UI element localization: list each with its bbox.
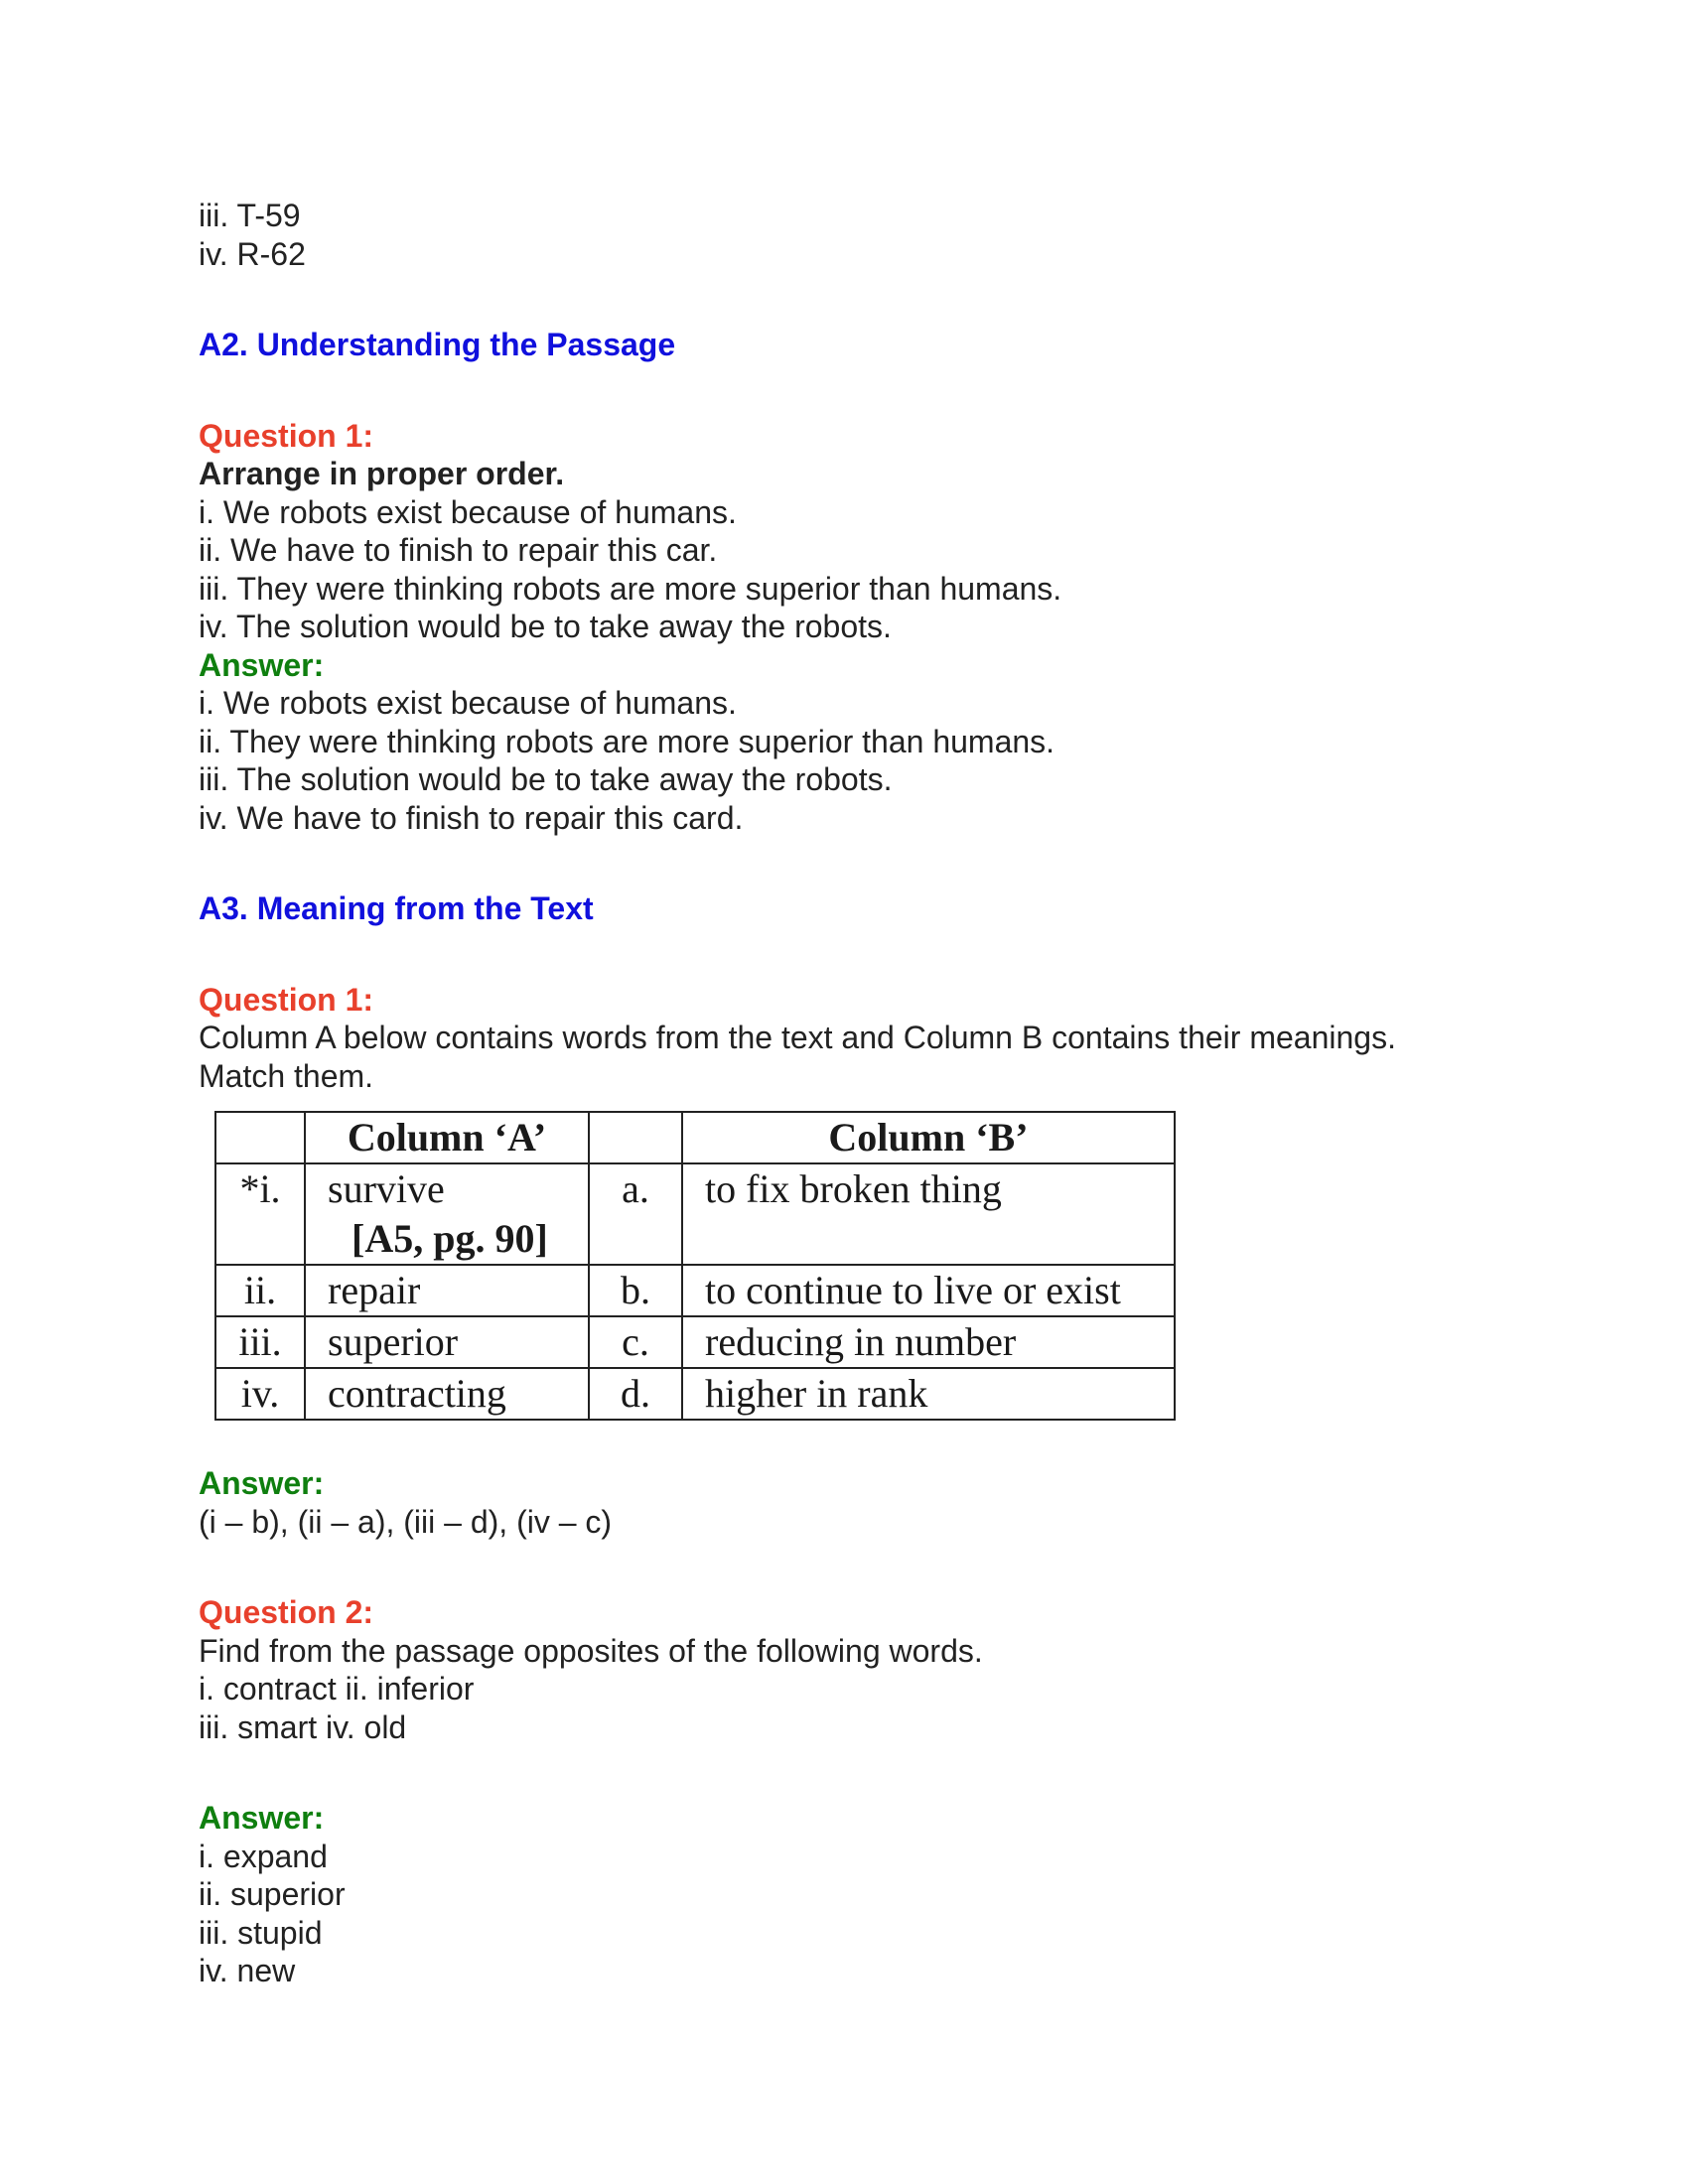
answer-label: Answer: xyxy=(199,646,325,683)
section-title-a3: A3. Meaning from the Text xyxy=(199,890,594,926)
table-row xyxy=(215,1265,1175,1316)
word: survive xyxy=(328,1166,445,1211)
question-text: Column A below contains words from the text and Column B contains their meanings. xyxy=(199,1020,1396,1055)
match-table xyxy=(214,1111,1176,1421)
question-label: Question 1: xyxy=(199,417,374,454)
list-item: ii. We have to finish to repair this car. xyxy=(199,532,718,568)
header-empty-cell xyxy=(589,1112,682,1163)
header-empty-cell xyxy=(215,1112,305,1163)
row-number: iv. xyxy=(215,1368,305,1420)
answer-item: ii. superior xyxy=(199,1876,346,1912)
list-item: iii. They were thinking robots are more superior than humans. xyxy=(199,570,1062,607)
answer-label: Answer: xyxy=(199,1800,325,1836)
column-a-cell: superior xyxy=(305,1316,589,1368)
section-title-a2: A2. Understanding the Passage xyxy=(199,327,676,362)
row-letter: d. xyxy=(589,1368,682,1420)
column-b-cell: higher in rank xyxy=(682,1368,1175,1420)
question-label: Question 1: xyxy=(199,981,374,1018)
column-b-cell: reducing in number xyxy=(682,1316,1175,1368)
row-number: ii. xyxy=(215,1265,305,1316)
document-page xyxy=(199,197,1489,1990)
answer-item: i. We robots exist because of humans. xyxy=(199,685,737,721)
question-text: Match them. xyxy=(199,1057,374,1094)
question-text: i. contract ii. inferior xyxy=(199,1671,475,1706)
column-b-cell: to fix broken thing xyxy=(682,1163,1175,1265)
column-b-cell: to continue to live or exist xyxy=(682,1265,1175,1316)
question-label: Question 2: xyxy=(199,1594,374,1630)
answer-item: i. expand xyxy=(199,1838,328,1874)
row-number: *i. xyxy=(215,1163,305,1265)
question-text: iii. smart iv. old xyxy=(199,1708,407,1745)
column-a-header: Column ‘A’ xyxy=(305,1112,589,1163)
column-b-header: Column ‘B’ xyxy=(682,1112,1175,1163)
column-a-cell: repair xyxy=(305,1265,589,1316)
table-row xyxy=(215,1163,1175,1265)
table-row xyxy=(215,1368,1175,1420)
answer-label: Answer: xyxy=(199,1465,325,1501)
reference: [A5, pg. 90] xyxy=(352,1216,548,1261)
row-number: iii. xyxy=(215,1316,305,1368)
list-item: iii. T-59 xyxy=(199,198,301,233)
column-a-cell: contracting xyxy=(305,1368,589,1420)
column-a-cell xyxy=(305,1163,589,1265)
list-item: i. We robots exist because of humans. xyxy=(199,493,737,530)
answer-item: iv. new xyxy=(199,1953,296,1988)
list-item: iv. The solution would be to take away the robots. xyxy=(199,609,892,644)
answer-text: (i – b), (ii – a), (iii – d), (iv – c) xyxy=(199,1503,613,1540)
question-text: Find from the passage opposites of the following words. xyxy=(199,1632,983,1669)
answer-item: iii. The solution would be to take away the robots. xyxy=(199,761,893,797)
question-instruction: Arrange in proper order. xyxy=(199,456,565,491)
table-row xyxy=(215,1316,1175,1368)
list-item: iv. R-62 xyxy=(199,235,306,272)
row-letter: a. xyxy=(589,1163,682,1265)
table-header-row xyxy=(215,1112,1175,1163)
match-table-container xyxy=(214,1111,1176,1421)
row-letter: c. xyxy=(589,1316,682,1368)
row-letter: b. xyxy=(589,1265,682,1316)
answer-item: iii. stupid xyxy=(199,1914,323,1951)
answer-item: ii. They were thinking robots are more superior than humans. xyxy=(199,723,1055,759)
answer-item: iv. We have to finish to repair this card. xyxy=(199,799,744,836)
